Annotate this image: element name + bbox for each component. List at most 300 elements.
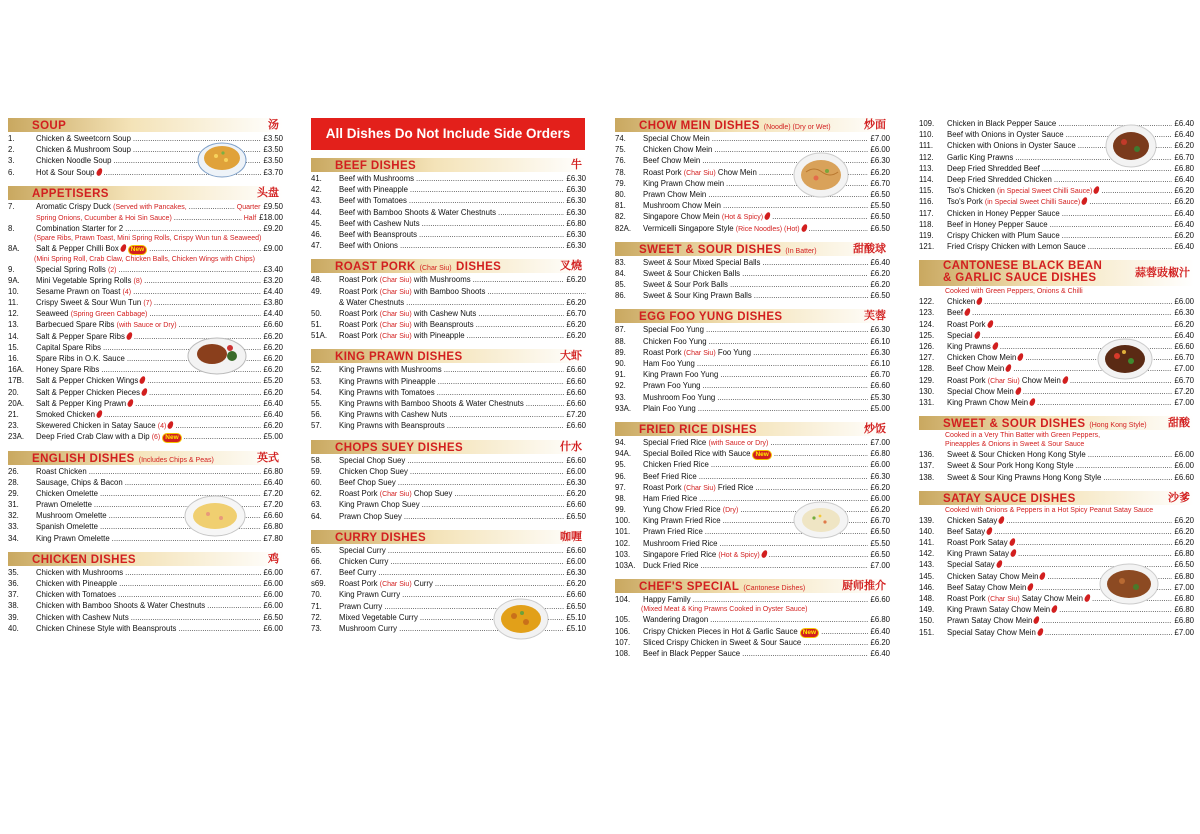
section-title: FRIED RICE DISHES [639, 423, 757, 436]
item-name-line [339, 589, 586, 600]
item-number: 97. [615, 482, 626, 492]
item-price [868, 167, 890, 178]
item-price [868, 211, 890, 222]
item-price-value: £6.40 [263, 477, 283, 487]
item-price-value: £6.60 [566, 365, 586, 375]
item-title: Spanish Omelette [36, 522, 98, 532]
item-number: 105. [615, 615, 631, 625]
section-header [311, 440, 586, 454]
item-price [868, 358, 890, 369]
item-number: 32. [8, 511, 19, 521]
item-detail: (Char Siu) [987, 377, 1020, 385]
section-subtitle: (Hong Kong Style) [1089, 422, 1147, 430]
item-price-value: £7.20 [263, 488, 283, 498]
item-name-line [643, 189, 890, 200]
item-name-line [339, 229, 586, 240]
item-title: Spare Ribs in O.K. Sauce [36, 354, 125, 363]
item-name-line [339, 184, 586, 195]
item-name [947, 141, 1078, 150]
item-title: King Prawn Fried Rice [643, 516, 721, 526]
item-price-value: £6.10 [870, 336, 890, 346]
item-price-value: £6.20 [870, 505, 890, 515]
menu-item [8, 623, 283, 634]
item-price-value: £6.50 [870, 549, 890, 559]
item-name [36, 276, 144, 285]
section-chinese-title: 炒面 [864, 119, 886, 131]
menu-item [615, 336, 890, 347]
section-note: Cooked in a Very Thin Batter with Green Peppers, [945, 432, 1101, 440]
item-title: King Prawns with Beansprouts [339, 421, 445, 431]
item-number: 15. [8, 342, 19, 352]
item-title: Beef Chow Mein [643, 156, 701, 166]
item-name [947, 231, 1062, 240]
item-number: 148. [919, 594, 935, 603]
item-price [261, 133, 283, 144]
item-price [1172, 615, 1194, 626]
item-price [1172, 118, 1194, 129]
item-name [339, 185, 410, 194]
item-name-line [643, 648, 890, 659]
item-number: 124. [919, 319, 935, 329]
item-title: Crispy Sweet & Sour Wun Tun [36, 298, 142, 308]
item-name [36, 332, 134, 341]
menu-item [615, 189, 890, 200]
item-title-suffix: Chow Mein [717, 167, 757, 177]
item-price-value: £5.00 [870, 403, 890, 413]
item-number: 137. [919, 461, 935, 471]
item-price-value: £4.40 [263, 309, 283, 319]
item-price [564, 612, 586, 623]
item-title: Chicken Satay [947, 515, 998, 525]
item-price-value: £7.20 [1174, 386, 1194, 396]
menu-item [8, 409, 283, 420]
item-price-value: £6.50 [870, 189, 890, 199]
item-title: Special Curry [339, 545, 386, 555]
item-price [1172, 163, 1194, 174]
section-title: CURRY DISHES [335, 531, 427, 544]
item-price [868, 459, 890, 470]
item-price [564, 387, 586, 398]
item-title: Plain Foo Yung [643, 403, 696, 413]
item-number: 42. [311, 185, 322, 195]
menu-item [919, 174, 1194, 185]
item-price [868, 526, 890, 537]
item-name [947, 572, 1047, 581]
section-chinese-title: 牛 [571, 159, 582, 171]
item-name [36, 624, 178, 633]
item-price [564, 184, 586, 195]
item-detail: (with Sauce or Dry) [708, 439, 769, 447]
menu-section [919, 260, 1194, 408]
item-name [339, 365, 444, 374]
item-name-line [339, 240, 586, 251]
item-name [339, 579, 435, 588]
item-name [36, 265, 119, 274]
item-title: Aromatic Crispy Duck [36, 201, 111, 211]
chili-icon [764, 212, 772, 221]
portion-label: Half [243, 214, 257, 222]
item-detail: (8) [133, 277, 143, 285]
item-name-line [643, 637, 890, 648]
item-title: Singapore Fried Rice [643, 549, 717, 559]
menu-item [311, 376, 586, 387]
menu-item [8, 375, 283, 386]
item-title: Special [947, 330, 973, 340]
item-price [868, 336, 890, 347]
item-title: Roast Pork [643, 347, 682, 357]
item-price-value: £6.70 [1174, 353, 1194, 363]
item-price [1172, 397, 1194, 408]
item-number: 143. [919, 560, 935, 570]
section-header [311, 530, 586, 544]
item-price [564, 218, 586, 229]
menu-item [615, 324, 890, 335]
menu-section [311, 440, 586, 522]
item-name [643, 494, 699, 503]
menu-section [919, 491, 1194, 638]
item-number: 118. [919, 219, 934, 229]
item-price-value: £6.30 [566, 207, 586, 217]
item-price [564, 556, 586, 567]
item-name [339, 208, 498, 217]
item-price [1172, 604, 1194, 615]
item-name-line [643, 358, 890, 369]
item-price-value: £3.80 [263, 298, 283, 308]
item-price [564, 240, 586, 251]
item-price [1172, 472, 1194, 483]
menu-item [311, 308, 586, 319]
item-price-value: £6.20 [566, 275, 586, 285]
item-name-line [643, 392, 890, 403]
section-header [919, 416, 1194, 430]
item-price-value: £6.00 [566, 556, 586, 566]
menu-item [8, 600, 283, 611]
item-title: Combination Starter for 2 [36, 224, 124, 234]
item-name [643, 134, 712, 143]
item-title-continued: & Water Chestnuts [339, 297, 405, 307]
menu-item [311, 274, 586, 285]
item-name-line [643, 257, 890, 268]
item-name-line [36, 466, 283, 477]
item-name [339, 467, 410, 476]
chili-icon [986, 526, 994, 535]
item-price [868, 504, 890, 515]
item-name [947, 164, 1042, 173]
menu-item [919, 307, 1194, 318]
menu-item [8, 466, 283, 477]
item-price-value: £3.50 [263, 145, 283, 155]
item-price-value: £6.40 [263, 409, 283, 419]
item-title: King Prawn Satay [947, 549, 1009, 559]
section-chinese-title: 什水 [560, 440, 582, 453]
item-name-line [643, 538, 890, 549]
item-price [564, 330, 586, 341]
item-name [947, 220, 1050, 229]
item-title-suffix: with Bamboo Shoots [413, 286, 486, 296]
item-name-line [947, 219, 1194, 230]
item-name [339, 546, 388, 555]
item-name-line [947, 152, 1194, 163]
item-title: Chicken with Onions in Oyster Sauce [947, 141, 1076, 151]
item-number: 93A. [615, 403, 632, 413]
menu-item [311, 218, 586, 229]
chili-icon [1081, 197, 1089, 206]
item-name [947, 527, 994, 536]
item-name-line [36, 167, 283, 178]
item-title: Beef in Honey Pepper Sauce [947, 219, 1048, 229]
item-price-value: £6.20 [263, 342, 283, 352]
item-title: Special Boiled Rice with Sauce [643, 449, 751, 459]
item-name-line [339, 364, 586, 375]
item-price [868, 347, 890, 358]
menu-item [615, 538, 890, 549]
section-title-suffix: DISHES [456, 261, 502, 274]
item-name [36, 478, 125, 487]
item-price [564, 207, 586, 218]
item-price-value: £6.30 [566, 477, 586, 487]
menu-item [311, 477, 586, 488]
menu-item [311, 466, 586, 477]
item-number: 89. [615, 347, 626, 357]
soup-photo [196, 134, 248, 180]
item-price [868, 614, 890, 625]
chili-icon [127, 398, 135, 407]
item-name-line [947, 241, 1194, 252]
item-price [868, 178, 890, 189]
item-name-line [643, 268, 890, 279]
item-title: Ham Foo Yung [643, 359, 695, 368]
item-name [947, 538, 1017, 547]
item-name-line [947, 548, 1194, 559]
item-price-value: £3.70 [263, 167, 283, 177]
section-chinese-title: 头盘 [257, 186, 279, 199]
item-name-line [339, 409, 586, 420]
item-price-value: £6.00 [263, 623, 283, 633]
item-price-value: £6.20 [263, 387, 283, 397]
item-title-suffix: with Pineapple [413, 331, 465, 341]
item-title: Chicken in Honey Pepper Sauce [947, 208, 1060, 218]
item-number: 99. [615, 505, 626, 515]
item-price [868, 392, 890, 403]
item-price [1172, 129, 1194, 140]
item-price-value: £6.00 [263, 579, 283, 588]
item-title: Sweet & Sour Pork Balls [643, 280, 728, 290]
item-number: 9A. [8, 275, 20, 285]
item-name-line [643, 459, 890, 470]
item-name [643, 280, 730, 289]
item-name [643, 201, 723, 210]
section-title: CHEF'S SPECIAL [639, 581, 740, 594]
item-price [564, 545, 586, 556]
item-price-value: £6.20 [566, 320, 586, 330]
item-title: Sliced Crispy Chicken in Sweet & Sour Sauce [643, 637, 802, 647]
item-detail: (6) [151, 434, 161, 442]
chili-icon [95, 409, 103, 418]
item-name [339, 388, 437, 397]
item-price-value: £6.80 [1174, 163, 1194, 173]
item-name-line [643, 560, 890, 571]
menu-item [919, 341, 1194, 352]
item-name [643, 291, 754, 300]
item-price-value: £6.60 [1174, 342, 1194, 351]
item-name-line [947, 386, 1194, 397]
section-title: SWEET & SOUR DISHES [943, 418, 1086, 431]
menu-item [311, 398, 586, 409]
item-number: 63. [311, 500, 322, 510]
section-chinese-title: 厨师推介 [842, 580, 886, 593]
item-name [36, 511, 109, 520]
item-detail: (Char Siu) [683, 169, 716, 177]
item-name-line [643, 324, 890, 335]
item-name [643, 649, 742, 658]
item-price-value: £6.20 [566, 489, 586, 499]
item-price [1172, 515, 1194, 526]
menu-item [919, 296, 1194, 307]
item-price [564, 511, 586, 522]
item-name-line [36, 364, 283, 375]
item-name [643, 325, 706, 334]
item-name-line [947, 559, 1194, 570]
chili-icon [986, 319, 994, 328]
item-name [947, 297, 984, 306]
item-name [947, 320, 995, 329]
item-price-value: £6.20 [1174, 319, 1194, 329]
item-number: 82A. [615, 223, 632, 233]
item-title: Chicken & Mushroom Soup [36, 145, 131, 155]
menu-item [615, 211, 890, 222]
item-name [947, 450, 1088, 459]
item-number: 73. [311, 624, 322, 633]
item-price-value: £6.50 [870, 223, 890, 233]
chili-icon [973, 330, 981, 339]
item-title: Tso's Chicken [947, 186, 995, 196]
item-number: 65. [311, 545, 322, 555]
item-name [643, 337, 709, 346]
item-price [261, 431, 283, 442]
item-price-value: £6.50 [870, 212, 890, 222]
item-name [643, 348, 753, 357]
chili-icon [1010, 549, 1018, 558]
item-price [261, 342, 283, 353]
item-number: 60. [311, 477, 322, 487]
item-name-line [643, 380, 890, 391]
item-title: Hot & Sour Soup [36, 167, 95, 177]
item-title: Roast Pork [339, 275, 378, 285]
item-price [564, 589, 586, 600]
item-name-line [643, 448, 890, 460]
item-number: 150. [919, 616, 935, 626]
item-price-value: £6.20 [870, 482, 890, 492]
item-number: 21. [8, 409, 19, 419]
item-title: Roast Pork [339, 286, 378, 296]
item-name [643, 404, 698, 413]
section-header [8, 451, 283, 465]
menu-item [919, 515, 1194, 526]
item-name-line [36, 409, 283, 420]
item-number: 10. [8, 286, 19, 296]
item-price [1172, 386, 1194, 397]
menu-item [615, 200, 890, 211]
item-number: 139. [919, 515, 935, 525]
menu-item [8, 533, 283, 544]
item-number: 98. [615, 493, 626, 503]
item-title: Beef in Black Pepper Sauce [643, 648, 741, 658]
item-detail: (with Sauce or Dry) [116, 322, 177, 330]
item-detail: (7) [143, 300, 152, 308]
item-title: Beef Satay Chow Mein [947, 582, 1027, 592]
menu-item [8, 286, 283, 297]
item-price-value: £7.80 [263, 533, 283, 543]
item-number: 2. [8, 145, 15, 155]
item-title: Sweet & Sour Chicken Balls [643, 268, 741, 278]
item-name [339, 275, 473, 284]
item-number: 146. [919, 582, 935, 592]
item-title: Beef Chow Mein [947, 364, 1005, 374]
item-title: Salt & Pepper Chicken Wings [36, 376, 139, 386]
item-price [261, 521, 283, 532]
item-title: Honey Spare Ribs [36, 365, 100, 375]
item-title: Beef with Bamboo Shoots & Water Chestnuts [339, 207, 497, 217]
item-name [339, 489, 454, 498]
item-name [36, 399, 135, 408]
menu-item [615, 437, 890, 448]
section-chinese-title: 蒜蓉豉椒汁 [1135, 267, 1190, 280]
item-price [1172, 219, 1194, 230]
item-title: Chicken [947, 297, 976, 307]
item-price [1172, 582, 1194, 593]
menu-item [311, 319, 586, 330]
menu-item [8, 477, 283, 488]
item-price-value: £6.60 [870, 595, 890, 605]
menu-item [8, 398, 283, 409]
item-title: Chicken Chop Suey [339, 466, 408, 476]
item-name-line [643, 279, 890, 290]
item-name-line [643, 369, 890, 380]
item-number: 7. [8, 201, 15, 211]
item-number: 128. [919, 364, 935, 374]
item-title: Roast Pork [643, 482, 682, 492]
item-name [643, 393, 717, 402]
item-name-line [339, 477, 586, 488]
item-number: 136. [919, 450, 935, 460]
item-name-line [643, 133, 890, 144]
item-title: Tso's Pork [947, 197, 983, 207]
item-number: 123. [919, 308, 935, 318]
curry-photo [492, 596, 550, 642]
item-price [564, 364, 586, 375]
item-number: 103A. [615, 561, 636, 570]
item-price-value: £5.30 [870, 392, 890, 402]
item-title: Roast Chicken [36, 466, 87, 476]
menu-item [919, 397, 1194, 408]
item-name-line [36, 578, 283, 589]
item-detail: (Spring Green Cabbage) [70, 311, 148, 319]
item-price-value: £6.20 [263, 354, 283, 363]
item-price-value: £6.30 [566, 185, 586, 195]
item-name [36, 467, 89, 476]
menu-item [311, 184, 586, 195]
item-name [36, 202, 189, 211]
item-title: Chicken with Cashew Nuts [36, 612, 129, 622]
item-number: 17B. [8, 376, 25, 386]
item-title: Fried Crispy Chicken with Lemon Sauce [947, 242, 1086, 252]
item-price-value: £6.70 [870, 516, 890, 526]
item-price [261, 466, 283, 477]
item-name-line [947, 449, 1194, 460]
menu-item [8, 319, 283, 330]
item-title: Deep Fried Shredded Chicken [947, 174, 1052, 184]
item-title: Mushroom Fried Rice [643, 538, 718, 548]
